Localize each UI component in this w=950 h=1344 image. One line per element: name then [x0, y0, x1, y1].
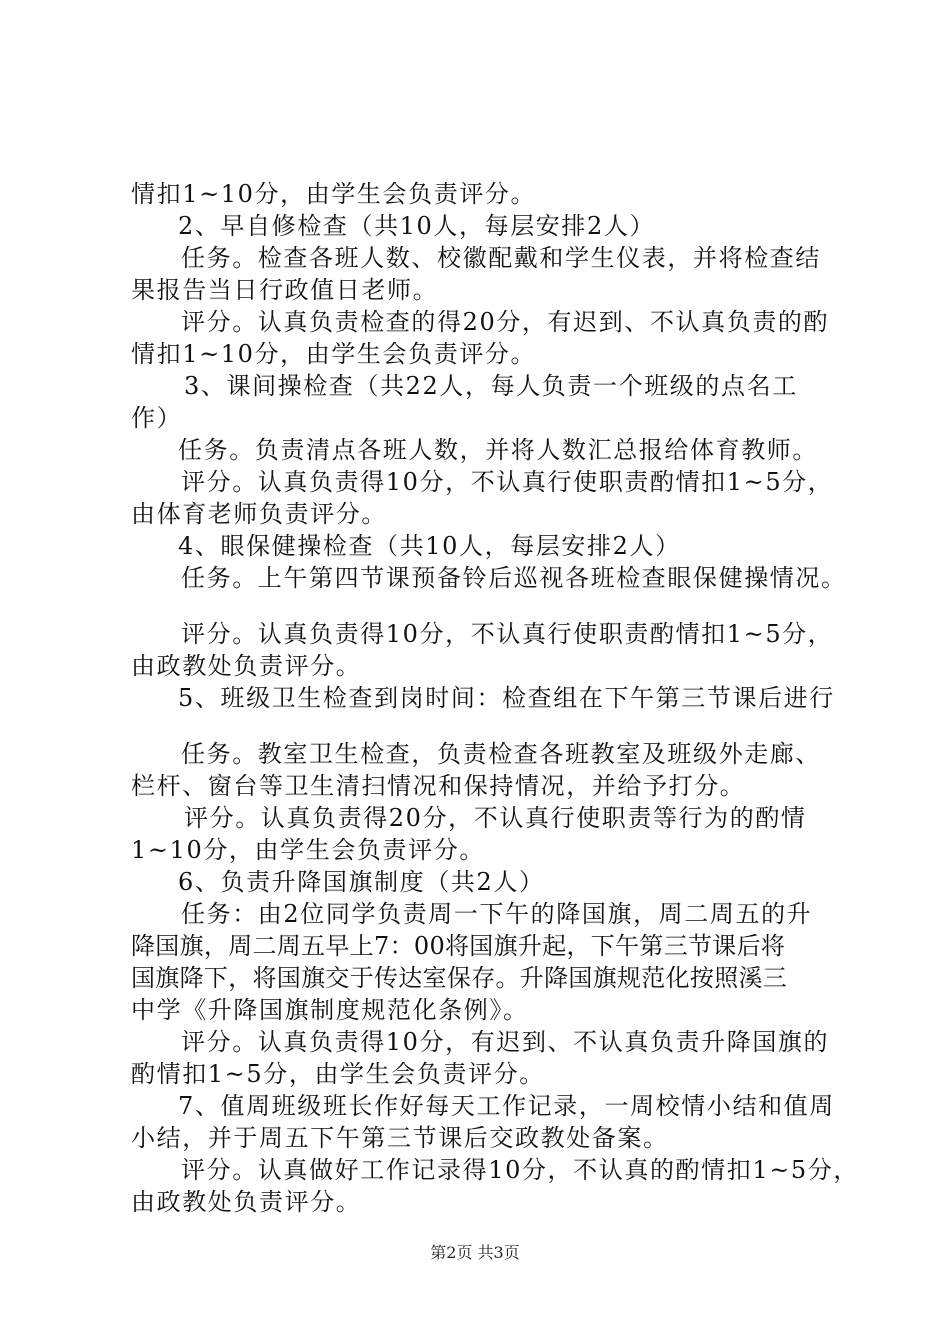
section-heading: 7、值周班级班长作好每天工作记录，一周校情小结和值周 [178, 1092, 835, 1120]
text-line: 评分。认真负责得10分，不认真行使职责酌情扣1~5分， [181, 620, 834, 648]
text-line: 任务。负责清点各班人数，并将人数汇总报给体育教师。 [178, 436, 818, 464]
text-line: 评分。认真做好工作记录得10分，不认真的酌情扣1~5分， [181, 1156, 859, 1184]
text-line: 作） [131, 404, 183, 432]
text-line: 由体育老师负责评分。 [131, 500, 387, 528]
text-line: 国旗降下，将国旗交于传达室保存。升降国旗规范化按照溪三 [131, 964, 788, 992]
section-heading: 3、课间操检查（共22人，每人负责一个班级的点名工 [184, 372, 798, 400]
text-line: 降国旗，周二周五早上7：00将国旗升起，下午第三节课后将 [131, 932, 786, 960]
text-line: 任务。检查各班人数、校徽配戴和学生仪表，并将检查结 [181, 244, 821, 272]
text-line: 小结，并于周五下午第三节课后交政教处备案。 [131, 1124, 669, 1152]
text-line: 评分。认真负责得10分，不认真行使职责酌情扣1~5分， [181, 468, 834, 496]
section-heading: 6、负责升降国旗制度（共2人） [178, 868, 545, 896]
section-heading: 2、早自修检查（共10人，每层安排2人） [178, 212, 656, 240]
text-line: 评分。认真负责检查的得20分，有迟到、不认真负责的酌 [181, 308, 830, 336]
text-line: 情扣1~10分，由学生会负责评分。 [131, 340, 537, 368]
section-heading: 4、眼保健操检查（共10人，每层安排2人） [178, 532, 681, 560]
text-line: 评分。认真负责得20分，不认真行使职责等行为的酌情 [184, 804, 807, 832]
text-line: 中学《升降国旗制度规范化条例》。 [131, 996, 529, 1024]
text-line: 由政教处负责评分。 [131, 1188, 362, 1216]
text-line: 栏杆、窗台等卫生清扫情况和保持情况，并给予打分。 [131, 772, 746, 800]
text-line: 评分。认真负责得10分，有迟到、不认真负责升降国旗的 [181, 1028, 830, 1056]
page-number-footer: 第2页 共3页 [430, 1243, 520, 1262]
text-line: 1~10分，由学生会负责评分。 [131, 836, 485, 864]
section-heading: 5、班级卫生检查到岗时间：检查组在下午第三节课后进行 [178, 684, 835, 712]
text-line: 任务。教室卫生检查，负责检查各班教室及班级外走廊、 [181, 740, 821, 768]
text-line: 任务。上午第四节课预备铃后巡视各班检查眼保健操情况。 [181, 564, 847, 592]
text-line: 果报告当日行政值日老师。 [131, 276, 439, 304]
text-line: 情扣1~10分，由学生会负责评分。 [131, 180, 537, 208]
text-line: 任务：由2位同学负责周一下午的降国旗，周二周五的升 [181, 900, 813, 928]
text-line: 由政教处负责评分。 [131, 652, 362, 680]
text-line: 酌情扣1~5分，由学生会负责评分。 [131, 1060, 545, 1088]
